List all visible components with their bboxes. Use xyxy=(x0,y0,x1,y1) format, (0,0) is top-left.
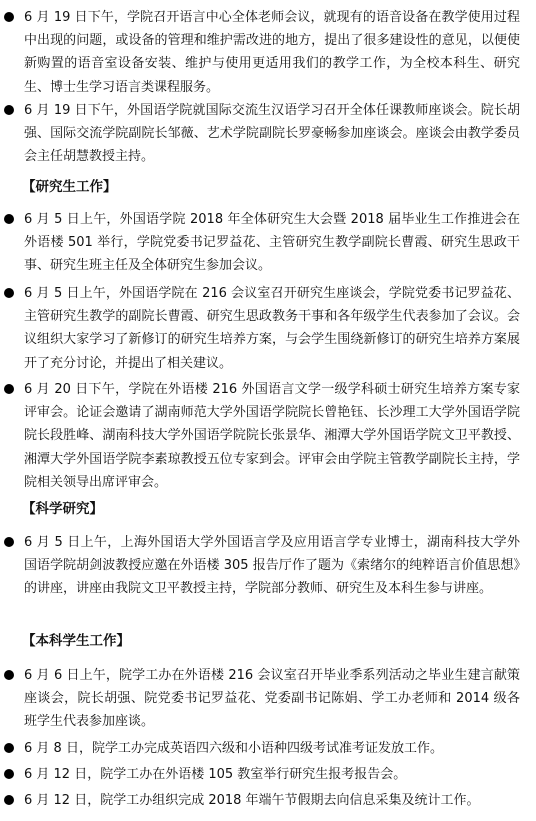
list-item xyxy=(24,378,520,494)
bullet-dot xyxy=(4,384,14,394)
section-heading: 【科学研究】 xyxy=(22,501,103,517)
bullet-dot xyxy=(4,288,14,298)
list-item xyxy=(24,737,520,760)
list-item xyxy=(24,208,520,278)
list-item xyxy=(24,789,520,812)
bullet-dot xyxy=(4,795,14,805)
item-text: 6 月 8 日，院学工办完成英语四六级和小语种四级考试准考证发放工作。 xyxy=(24,741,443,756)
list-item xyxy=(24,664,520,734)
item-text: 6 月 20 日下午，学院在外语楼 216 外国语言文学一级学科硕士研究生培养方案专家评审会。论证会邀请了湖南师范大学外国语学院院长曾艳钰、长沙理工大学外国语学院院长段胜峰、湖南科技大学外国语学院院长张景华、湘潭大学外国语学院文卫平教授、湘潭大学外国语学院李素琼教授五位专家到会。评审会由学院主管教学副院长主持，学院相关领导出席评审会。 xyxy=(24,382,520,490)
bullet-dot xyxy=(4,12,14,22)
bullet-dot xyxy=(4,105,14,115)
item-text: 6 月 19 日下午，外国语学院就国际交流生汉语学习召开全体任课教师座谈会。院长胡强、国际交流学院副院长邹薇、艺术学院副院长罗豪畅参加座谈会。座谈会由教学委员会主任胡慧教授主持。 xyxy=(24,103,520,165)
list-item xyxy=(24,763,520,786)
item-text: 6 月 6 日上午，院学工办在外语楼 216 会议室召开毕业季系列活动之毕业生建言献策座谈会，院长胡强、院党委书记罗益花、党委副书记陈娟、学工办老师和 2014 级各班学生代表参加座谈。 xyxy=(24,668,520,730)
bullet-dot xyxy=(4,214,14,224)
section-heading: 【研究生工作】 xyxy=(22,179,117,195)
item-text: 6 月 12 日，院学工办在外语楼 105 教室举行研究生报考报告会。 xyxy=(24,767,407,782)
item-text: 6 月 5 日上午，外国语学院在 216 会议室召开研究生座谈会，学院党委书记罗益花、主管研究生教学的副院长曹霞、研究生思政教务干事和各年级学生代表参加了会议。会议组织大家学习了新修订的研究生培养方案，与会学生围绕新修订的研究生培养方案展开了充分讨论，并提出了相关建议。 xyxy=(24,286,520,371)
item-text: 6 月 5 日上午，上海外国语大学外国语言学及应用语言学专业博士，湖南科技大学外国语学院胡剑波教授应邀在外语楼 305 报告厅作了题为《索绪尔的纯粹语言价值思想》的讲座，讲座由我院文卫平教授主持，学院部分教师、研究生及本科生参与讲座。 xyxy=(24,535,520,597)
item-text: 6 月 12 日，院学工办组织完成 2018 年端午节假期去向信息采集及统计工作。 xyxy=(24,793,480,808)
list-item xyxy=(24,282,520,375)
bullet-dot xyxy=(4,670,14,680)
list-item xyxy=(24,99,520,169)
item-text: 6 月 19 日下午，学院召开语言中心全体老师会议，就现有的语音设备在教学使用过程中出现的问题，或设备的管理和维护需改进的地方，提出了很多建设性的意见，以便使新购置的语音室设备安装、维护与使用更适用我们的教学工作，为全校本科生、研究生、博士生学习语言类课程服务。 xyxy=(24,10,520,95)
list-item xyxy=(24,531,520,601)
bullet-dot xyxy=(4,537,14,547)
bullet-dot xyxy=(4,743,14,753)
list-item xyxy=(24,6,520,99)
item-text: 6 月 5 日上午，外国语学院 2018 年全体研究生大会暨 2018 届毕业生工作推进会在外语楼 501 举行，学院党委书记罗益花、主管研究生教学副院长曹霞、研究生思政干事、研究生班主任及全体研究生参加会议。 xyxy=(24,212,520,274)
bullet-dot xyxy=(4,769,14,779)
section-heading: 【本科学生工作】 xyxy=(22,633,130,649)
